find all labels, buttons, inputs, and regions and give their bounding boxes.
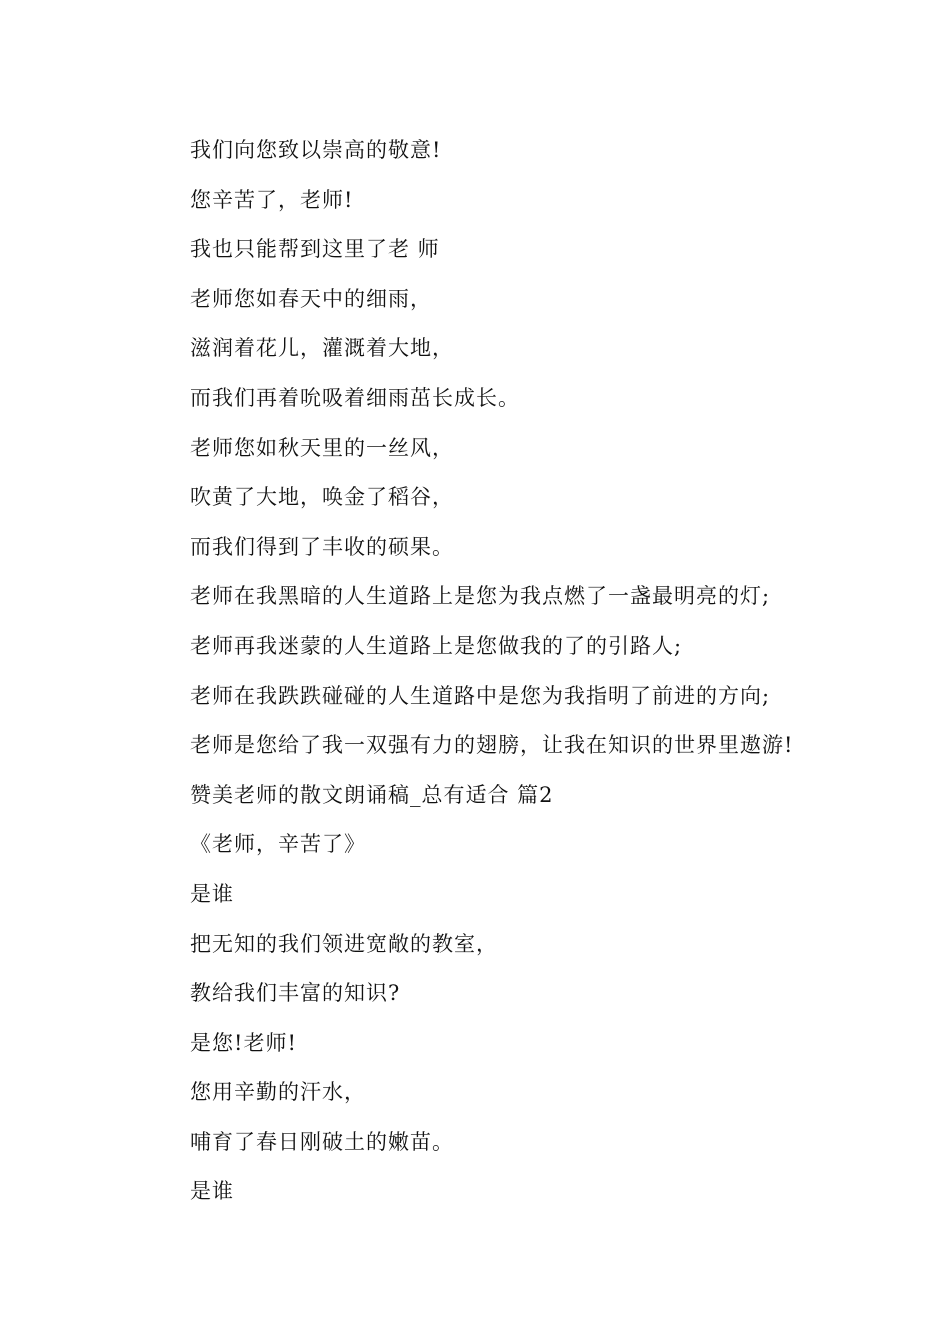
text-line: 教给我们丰富的知识? [190,981,401,1006]
text-body [190,134,793,1225]
text-line: 我也只能帮到这里了老 师 [190,237,440,262]
text-line: 滋润着花儿，灌溉着大地， [190,336,454,361]
text-line: 老师您如秋天里的一丝风， [190,435,454,460]
text-line: 您用辛勤的汗水， [190,1080,366,1105]
text-line: 而我们再着吮吸着细雨茁长成长。 [190,385,520,410]
text-line: 哺育了春日刚破土的嫩苗。 [190,1129,454,1154]
text-line: 老师在我跌跌碰碰的人生道路中是您为我指明了前进的方向; [190,683,771,708]
text-line: 把无知的我们领进宽敞的教室， [190,931,498,956]
text-line: 老师在我黑暗的人生道路上是您为我点燃了一盏最明亮的灯; [190,584,771,609]
section-heading: 赞美老师的散文朗诵稿_总有适合 篇2 [190,782,554,807]
text-line: 老师再我迷蒙的人生道路上是您做我的了的引路人; [190,633,683,658]
text-line: 而我们得到了丰收的硕果。 [190,534,454,559]
text-line: 是谁 [190,1179,234,1204]
poem-title: 《老师，辛苦了》 [190,832,366,857]
text-line: 吹黄了大地，唤金了稻谷， [190,485,454,510]
text-line: 老师您如春天中的细雨， [190,286,432,311]
text-line: 您辛苦了，老师! [190,187,354,212]
text-line: 老师是您给了我一双强有力的翅膀，让我在知识的世界里遨游! [190,733,794,758]
text-line: 是您!老师! [190,1030,297,1055]
text-line: 我们向您致以崇高的敬意! [190,138,442,162]
text-line: 是谁 [190,881,234,906]
